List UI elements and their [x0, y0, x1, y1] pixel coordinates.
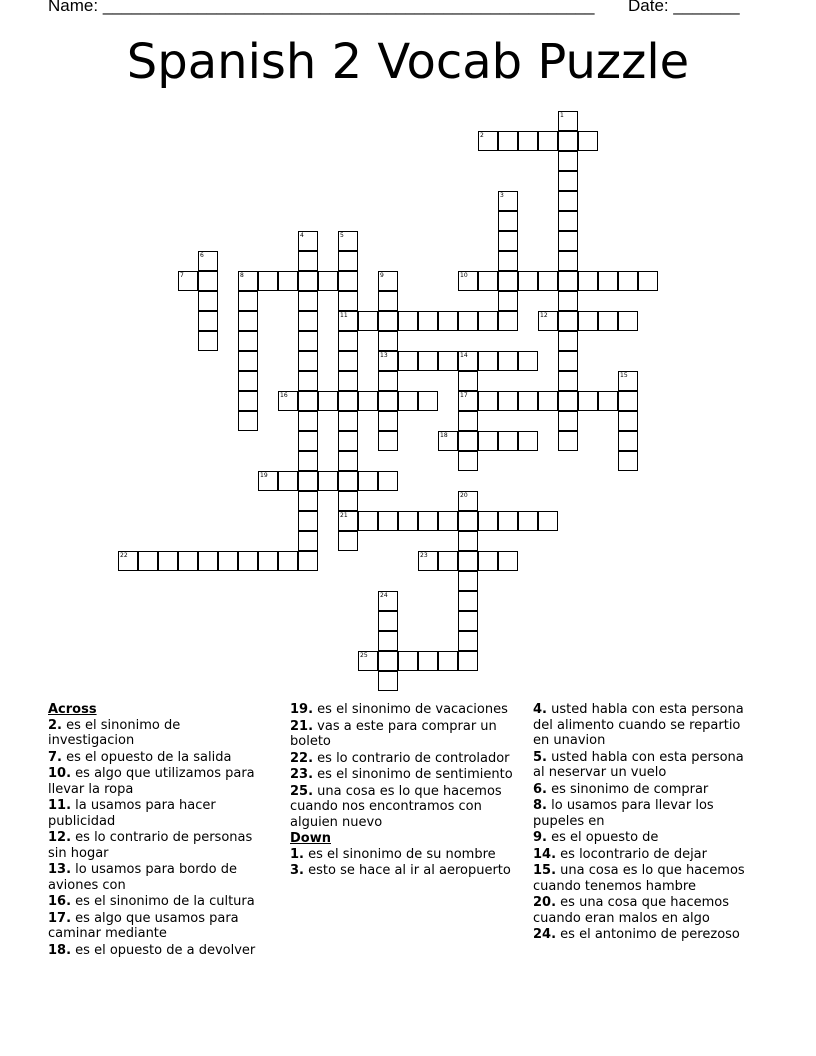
grid-cell[interactable]: [298, 271, 318, 291]
clue-number: 21: [340, 512, 348, 519]
grid-cell[interactable]: [498, 351, 518, 371]
clue-number: 24.: [533, 927, 557, 942]
clue-number: 14.: [533, 846, 557, 862]
grid-cell[interactable]: [318, 391, 338, 411]
across-clue: [48, 750, 270, 766]
down-clue: [290, 847, 515, 863]
grid-cell[interactable]: [618, 431, 638, 451]
grid-cell[interactable]: [618, 371, 638, 391]
down-clue: [533, 750, 758, 781]
grid-cell[interactable]: [558, 331, 578, 351]
grid-cell[interactable]: [458, 531, 478, 551]
grid-cell[interactable]: [278, 271, 298, 291]
grid-cell[interactable]: [298, 511, 318, 531]
across-clue: [48, 943, 270, 959]
grid-cell[interactable]: [198, 291, 218, 311]
grid-cell[interactable]: [178, 271, 198, 291]
grid-cell[interactable]: [138, 551, 158, 571]
grid-cell[interactable]: [338, 471, 358, 491]
grid-cell[interactable]: [338, 251, 358, 271]
grid-cell[interactable]: [358, 311, 378, 331]
clue-number: 20: [460, 492, 468, 499]
grid-cell[interactable]: [458, 651, 478, 671]
grid-cell[interactable]: [538, 391, 558, 411]
grid-cell[interactable]: [458, 631, 478, 651]
across-clue: [48, 766, 270, 797]
grid-cell[interactable]: [238, 371, 258, 391]
grid-cell[interactable]: [558, 251, 578, 271]
grid-cell[interactable]: [398, 351, 418, 371]
across-clue: [290, 751, 515, 767]
grid-cell[interactable]: [198, 251, 218, 271]
grid-cell[interactable]: [458, 591, 478, 611]
grid-cell[interactable]: [378, 311, 398, 331]
grid-cell[interactable]: [278, 471, 298, 491]
grid-cell[interactable]: [458, 411, 478, 431]
clue-text: es locontrario de dejar: [560, 846, 707, 862]
grid-cell[interactable]: [298, 371, 318, 391]
clue-number: 11.: [48, 798, 72, 813]
grid-cell[interactable]: [238, 291, 258, 311]
clue-text: esto se hace al ir al aeropuerto: [308, 863, 511, 878]
grid-cell[interactable]: [618, 311, 638, 331]
clue-number: 1: [560, 112, 564, 119]
grid-cell[interactable]: [598, 391, 618, 411]
clue-number: 22.: [290, 750, 314, 766]
grid-cell[interactable]: [638, 271, 658, 291]
grid-cell[interactable]: [278, 391, 298, 411]
grid-cell[interactable]: [378, 671, 398, 691]
clue-number: 9.: [533, 830, 547, 845]
grid-cell[interactable]: [478, 271, 498, 291]
grid-cell[interactable]: [338, 411, 358, 431]
clue-number: 22: [120, 552, 128, 559]
grid-cell[interactable]: [558, 271, 578, 291]
grid-cell[interactable]: [498, 391, 518, 411]
grid-cell[interactable]: [558, 431, 578, 451]
grid-cell[interactable]: [598, 311, 618, 331]
clue-number: 21.: [290, 718, 314, 734]
grid-cell[interactable]: [618, 271, 638, 291]
clue-text: vas a este para comprar un boleto: [290, 718, 497, 749]
grid-cell[interactable]: [118, 551, 138, 571]
grid-cell[interactable]: [198, 271, 218, 291]
clue-number: 3: [500, 192, 504, 199]
clue-number: 23.: [290, 767, 314, 782]
grid-cell[interactable]: [298, 531, 318, 551]
grid-cell[interactable]: [378, 371, 398, 391]
clue-number: 7: [180, 272, 184, 279]
down-heading: Down: [290, 831, 331, 846]
grid-cell[interactable]: [338, 531, 358, 551]
grid-cell[interactable]: [298, 311, 318, 331]
clue-number: 19.: [290, 702, 314, 717]
grid-cell[interactable]: [378, 391, 398, 411]
grid-cell[interactable]: [198, 331, 218, 351]
date-label: Date:: [628, 0, 669, 15]
down-clue: [533, 895, 758, 926]
grid-cell[interactable]: [458, 371, 478, 391]
grid-cell[interactable]: [298, 231, 318, 251]
clue-number: 14: [460, 352, 468, 359]
grid-cell[interactable]: [498, 271, 518, 291]
grid-cell[interactable]: [238, 411, 258, 431]
across-clue: [290, 784, 515, 831]
grid-cell[interactable]: [438, 651, 458, 671]
down-clue: [533, 782, 758, 798]
grid-cell[interactable]: [238, 331, 258, 351]
clue-text: es el sinonimo de sentimiento: [317, 767, 513, 782]
grid-cell[interactable]: [518, 511, 538, 531]
grid-cell[interactable]: [398, 311, 418, 331]
grid-cell[interactable]: [558, 171, 578, 191]
clue-number: 6.: [533, 781, 547, 797]
grid-cell[interactable]: [378, 471, 398, 491]
across-clue: [48, 718, 270, 749]
name-label: Name:: [48, 0, 99, 15]
clue-text: es el sinonimo de su nombre: [308, 846, 496, 862]
clue-number: 2.: [48, 717, 62, 733]
grid-cell[interactable]: [618, 411, 638, 431]
clue-text: es algo que utilizamos para llevar la ropa: [48, 766, 255, 797]
grid-cell[interactable]: [498, 251, 518, 271]
grid-cell[interactable]: [498, 231, 518, 251]
grid-cell[interactable]: [298, 551, 318, 571]
clue-number: 17: [460, 392, 468, 399]
grid-cell[interactable]: [298, 291, 318, 311]
clue-number: 7.: [48, 749, 62, 765]
grid-cell[interactable]: [618, 451, 638, 471]
across-clue: [290, 702, 515, 718]
clue-number: 5: [340, 232, 344, 239]
clue-number: 4.: [533, 702, 547, 717]
clue-number: 15.: [533, 863, 557, 878]
grid-cell[interactable]: [558, 211, 578, 231]
grid-cell[interactable]: [458, 611, 478, 631]
clue-number: 17.: [48, 910, 72, 926]
grid-cell[interactable]: [598, 271, 618, 291]
down-clue: [533, 798, 758, 829]
grid-cell[interactable]: [558, 291, 578, 311]
grid-cell[interactable]: [518, 431, 538, 451]
grid-cell[interactable]: [478, 391, 498, 411]
grid-cell[interactable]: [458, 551, 478, 571]
grid-cell[interactable]: [298, 491, 318, 511]
down-clue: [533, 830, 758, 846]
clue-number: 25: [360, 652, 368, 659]
grid-cell[interactable]: [458, 511, 478, 531]
clue-number: 12: [540, 312, 548, 319]
clue-number: 23: [420, 552, 428, 559]
grid-cell[interactable]: [298, 431, 318, 451]
down-clue: [533, 702, 758, 749]
grid-cell[interactable]: [418, 551, 438, 571]
grid-cell[interactable]: [558, 111, 578, 131]
clue-number: 5.: [533, 749, 547, 765]
grid-cell[interactable]: [238, 311, 258, 331]
clue-number: 16: [280, 392, 288, 399]
grid-cell[interactable]: [558, 311, 578, 331]
across-clue: [290, 719, 515, 750]
grid-cell[interactable]: [418, 651, 438, 671]
grid-cell[interactable]: [298, 411, 318, 431]
grid-cell[interactable]: [498, 431, 518, 451]
clue-number: 16.: [48, 894, 72, 909]
grid-cell[interactable]: [358, 391, 378, 411]
grid-cell[interactable]: [178, 551, 198, 571]
clue-number: 13: [380, 352, 388, 359]
clue-text: es lo contrario de personas sin hogar: [48, 830, 253, 861]
across-clue: [290, 767, 515, 783]
grid-cell[interactable]: [498, 311, 518, 331]
grid-cell[interactable]: [438, 551, 458, 571]
grid-cell[interactable]: [278, 551, 298, 571]
grid-cell[interactable]: [378, 511, 398, 531]
grid-cell[interactable]: [338, 351, 358, 371]
grid-cell[interactable]: [558, 391, 578, 411]
grid-cell[interactable]: [458, 351, 478, 371]
clue-text: es el opuesto de a devolver: [75, 942, 256, 958]
grid-cell[interactable]: [458, 451, 478, 471]
grid-cell[interactable]: [298, 251, 318, 271]
grid-cell[interactable]: [258, 471, 278, 491]
clue-number: 18: [440, 432, 448, 439]
grid-cell[interactable]: [378, 651, 398, 671]
grid-cell[interactable]: [358, 471, 378, 491]
clue-text: lo usamos para bordo de aviones con: [48, 862, 237, 893]
clue-column-3: [533, 702, 758, 944]
grid-cell[interactable]: [378, 591, 398, 611]
across-clue: [48, 798, 270, 829]
grid-cell[interactable]: [338, 451, 358, 471]
grid-cell[interactable]: [338, 391, 358, 411]
clue-text: la usamos para hacer publicidad: [48, 798, 216, 829]
grid-cell[interactable]: [298, 451, 318, 471]
grid-cell[interactable]: [378, 411, 398, 431]
clue-text: es el sinonimo de la cultura: [75, 894, 255, 909]
grid-cell[interactable]: [398, 511, 418, 531]
grid-cell[interactable]: [618, 391, 638, 411]
grid-cell[interactable]: [358, 511, 378, 531]
grid-cell[interactable]: [498, 551, 518, 571]
grid-cell[interactable]: [438, 351, 458, 371]
clue-text: lo usamos para llevar los pupeles en: [533, 798, 714, 829]
clue-number: 15: [620, 372, 628, 379]
clue-column-2: [290, 702, 515, 880]
grid-cell[interactable]: [238, 271, 258, 291]
grid-cell[interactable]: [498, 191, 518, 211]
grid-cell[interactable]: [438, 511, 458, 531]
clue-number: 10: [460, 272, 468, 279]
grid-cell[interactable]: [538, 311, 558, 331]
grid-cell[interactable]: [318, 271, 338, 291]
clue-number: 6: [200, 252, 204, 259]
grid-cell[interactable]: [538, 511, 558, 531]
grid-cell[interactable]: [458, 491, 478, 511]
grid-cell[interactable]: [338, 491, 358, 511]
grid-cell[interactable]: [318, 471, 338, 491]
clue-text: es el sinonimo de investigacion: [48, 717, 181, 748]
clue-number: 2: [480, 132, 484, 139]
grid-cell[interactable]: [418, 391, 438, 411]
grid-cell[interactable]: [338, 331, 358, 351]
grid-cell[interactable]: [378, 431, 398, 451]
grid-cell[interactable]: [478, 311, 498, 331]
grid-cell[interactable]: [478, 511, 498, 531]
grid-cell[interactable]: [358, 651, 378, 671]
grid-cell[interactable]: [538, 271, 558, 291]
page-title: Spanish 2 Vocab Puzzle: [126, 34, 690, 90]
clue-number: 3.: [290, 863, 304, 878]
grid-cell[interactable]: [478, 351, 498, 371]
grid-cell[interactable]: [458, 311, 478, 331]
grid-cell[interactable]: [518, 131, 538, 151]
grid-cell[interactable]: [338, 291, 358, 311]
clue-text: una cosa es lo que hacemos cuando tenemos hambre: [533, 863, 745, 894]
clue-number: 11: [340, 312, 348, 319]
grid-cell[interactable]: [378, 331, 398, 351]
grid-cell[interactable]: [418, 351, 438, 371]
grid-cell[interactable]: [378, 351, 398, 371]
grid-cell[interactable]: [298, 331, 318, 351]
clue-number: 12.: [48, 830, 72, 845]
clue-text: es el opuesto de: [551, 830, 659, 845]
grid-cell[interactable]: [558, 231, 578, 251]
clue-number: 1.: [290, 846, 304, 862]
grid-cell[interactable]: [198, 311, 218, 331]
grid-cell[interactable]: [218, 551, 238, 571]
clue-number: 19: [260, 472, 268, 479]
across-clue: [48, 830, 270, 861]
grid-cell[interactable]: [298, 351, 318, 371]
clue-number: 9: [380, 272, 384, 279]
grid-cell[interactable]: [478, 431, 498, 451]
name-blank[interactable]: ____________________________________________________: [102, 0, 595, 15]
grid-cell[interactable]: [558, 351, 578, 371]
clue-number: 13.: [48, 862, 72, 877]
clue-text: usted habla con esta persona del alimento cuando se repartio en unavion: [533, 702, 744, 748]
grid-cell[interactable]: [458, 571, 478, 591]
grid-cell[interactable]: [498, 131, 518, 151]
down-clue: [533, 847, 758, 863]
grid-cell[interactable]: [378, 631, 398, 651]
clue-number: 20.: [533, 895, 557, 910]
grid-cell[interactable]: [298, 391, 318, 411]
grid-cell[interactable]: [298, 471, 318, 491]
clue-number: 18.: [48, 942, 72, 958]
grid-cell[interactable]: [378, 291, 398, 311]
grid-cell[interactable]: [258, 551, 278, 571]
grid-cell[interactable]: [578, 271, 598, 291]
grid-cell[interactable]: [458, 391, 478, 411]
grid-cell[interactable]: [498, 211, 518, 231]
clue-number: 24: [380, 592, 388, 599]
clue-text: usted habla con esta persona al neservar un vuelo: [533, 749, 744, 780]
clue-number: 4: [300, 232, 304, 239]
grid-cell[interactable]: [378, 611, 398, 631]
across-clue: [48, 911, 270, 942]
grid-cell[interactable]: [338, 311, 358, 331]
clue-text: es algo que usamos para caminar mediante: [48, 910, 239, 941]
down-clue: [533, 927, 758, 943]
grid-cell[interactable]: [418, 311, 438, 331]
clue-column-1: [48, 702, 270, 959]
clue-text: es el opuesto de la salida: [66, 749, 232, 765]
grid-cell[interactable]: [238, 351, 258, 371]
across-clue: [48, 894, 270, 910]
grid-cell[interactable]: [458, 271, 478, 291]
grid-cell[interactable]: [338, 431, 358, 451]
grid-cell[interactable]: [518, 271, 538, 291]
grid-cell[interactable]: [558, 131, 578, 151]
clue-text: es el sinonimo de vacaciones: [317, 702, 508, 717]
across-clue: [48, 862, 270, 893]
grid-cell[interactable]: [258, 271, 278, 291]
clue-number: 25.: [290, 783, 314, 799]
grid-cell[interactable]: [578, 131, 598, 151]
grid-cell[interactable]: [538, 131, 558, 151]
clue-text: una cosa es lo que hacemos cuando nos encontramos con alguien nuevo: [290, 783, 502, 830]
grid-cell[interactable]: [338, 511, 358, 531]
grid-cell[interactable]: [558, 151, 578, 171]
clue-text: es una cosa que hacemos cuando eran malos en algo: [533, 895, 729, 926]
across-heading: Across: [48, 702, 97, 717]
grid-cell[interactable]: [238, 391, 258, 411]
clue-text: es lo contrario de controlador: [317, 750, 510, 766]
grid-cell[interactable]: [478, 551, 498, 571]
grid-cell[interactable]: [578, 391, 598, 411]
clue-number: 8: [240, 272, 244, 279]
grid-cell[interactable]: [478, 131, 498, 151]
grid-cell[interactable]: [418, 511, 438, 531]
clue-number: 10.: [48, 766, 72, 781]
grid-cell[interactable]: [238, 551, 258, 571]
grid-cell[interactable]: [458, 431, 478, 451]
down-clue: [533, 863, 758, 894]
grid-cell[interactable]: [398, 651, 418, 671]
grid-cell[interactable]: [438, 431, 458, 451]
grid-cell[interactable]: [438, 311, 458, 331]
grid-cell[interactable]: [338, 271, 358, 291]
grid-cell[interactable]: [558, 411, 578, 431]
grid-cell[interactable]: [338, 371, 358, 391]
clue-number: 8.: [533, 798, 547, 813]
grid-cell[interactable]: [398, 391, 418, 411]
date-blank[interactable]: _______: [673, 0, 740, 15]
grid-cell[interactable]: [498, 291, 518, 311]
grid-cell[interactable]: [198, 551, 218, 571]
grid-cell[interactable]: [338, 231, 358, 251]
down-clue: [290, 863, 515, 879]
grid-cell[interactable]: [158, 551, 178, 571]
grid-cell[interactable]: [498, 511, 518, 531]
grid-cell[interactable]: [558, 191, 578, 211]
grid-cell[interactable]: [558, 371, 578, 391]
grid-cell[interactable]: [518, 351, 538, 371]
grid-cell[interactable]: [578, 311, 598, 331]
clue-text: es sinonimo de comprar: [551, 781, 709, 797]
clue-text: es el antonimo de perezoso: [560, 927, 740, 942]
grid-cell[interactable]: [518, 391, 538, 411]
grid-cell[interactable]: [378, 271, 398, 291]
